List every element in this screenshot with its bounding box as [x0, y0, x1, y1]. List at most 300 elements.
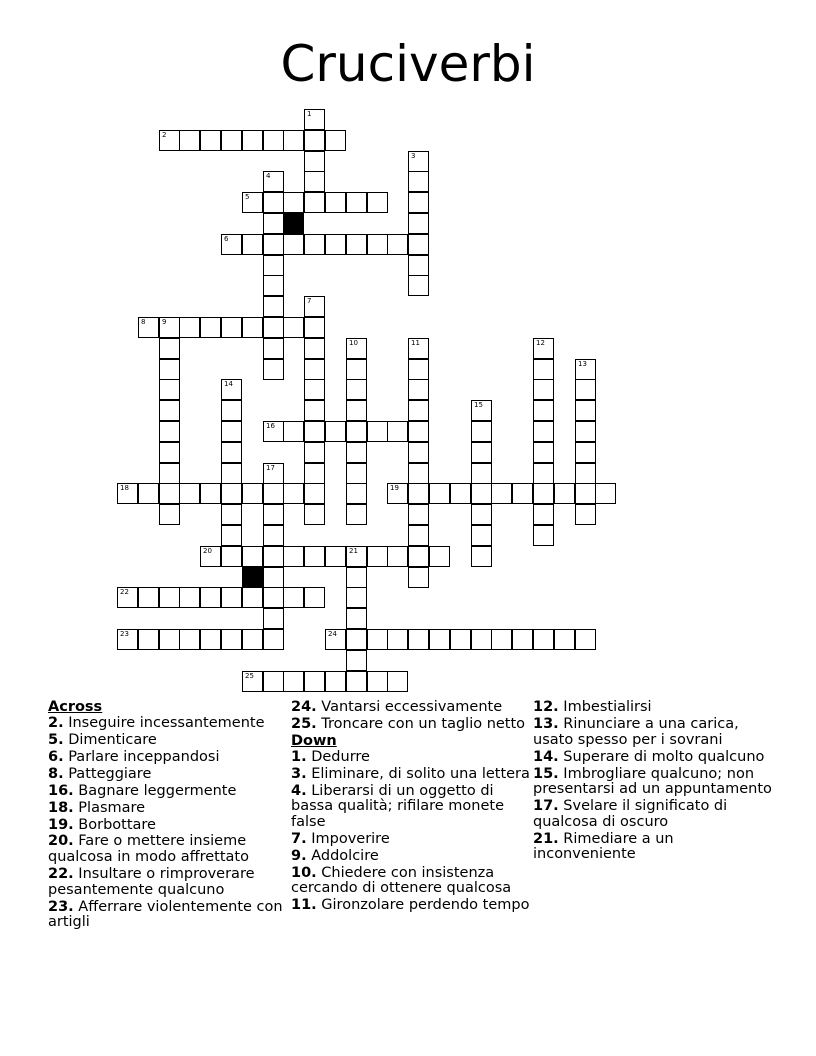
grid-cell[interactable]: [408, 234, 429, 255]
clue-item-number: 10.: [291, 864, 317, 881]
clue-item-number: 3.: [291, 765, 307, 782]
grid-cell[interactable]: [179, 629, 200, 650]
across-heading: Across: [48, 699, 103, 715]
grid-cell[interactable]: [263, 296, 284, 317]
clue-item-number: 17.: [533, 798, 559, 815]
grid-cell[interactable]: [533, 359, 554, 380]
grid-cell[interactable]: [346, 650, 367, 671]
grid-cell[interactable]: [159, 442, 180, 463]
clue-number: 3: [411, 152, 416, 160]
clue-item-number: 15.: [533, 765, 559, 782]
grid-cell[interactable]: [429, 483, 450, 504]
grid-cell[interactable]: [346, 400, 367, 421]
clue-number: 24: [328, 630, 337, 638]
grid-cell[interactable]: [304, 109, 325, 130]
grid-cell[interactable]: [346, 608, 367, 629]
grid-cell[interactable]: [304, 317, 325, 338]
grid-cell[interactable]: [450, 629, 471, 650]
grid-cell[interactable]: [346, 421, 367, 442]
grid-cell[interactable]: [242, 317, 263, 338]
clue-item-number: 24.: [291, 699, 317, 715]
grid-cell[interactable]: [575, 400, 596, 421]
grid-cell[interactable]: [221, 629, 242, 650]
clue-item: [48, 867, 288, 898]
grid-cell[interactable]: [200, 629, 221, 650]
grid-cell[interactable]: [304, 234, 325, 255]
grid-cell[interactable]: [429, 629, 450, 650]
grid-cell[interactable]: [159, 130, 180, 151]
clue-number: 10: [349, 339, 358, 347]
grid-cell[interactable]: [263, 171, 284, 192]
grid-cell[interactable]: [346, 359, 367, 380]
grid-cell[interactable]: [533, 629, 554, 650]
clue-item-number: 11.: [291, 897, 317, 914]
grid-cell[interactable]: [346, 567, 367, 588]
clue-item-number: 23.: [48, 898, 74, 915]
grid-cell[interactable]: [367, 421, 388, 442]
grid-cell[interactable]: [471, 421, 492, 442]
grid-cell[interactable]: [263, 192, 284, 213]
grid-cell[interactable]: [533, 421, 554, 442]
clue-item: [291, 700, 531, 716]
grid-cell[interactable]: [408, 546, 429, 567]
grid-cell[interactable]: [138, 587, 159, 608]
grid-cell[interactable]: [304, 130, 325, 151]
clue-item-number: 4.: [291, 782, 307, 799]
grid-cell[interactable]: [346, 671, 367, 692]
clue-item-text: Parlare inceppandosi: [63, 748, 220, 765]
grid-cell[interactable]: [283, 317, 304, 338]
grid-cell[interactable]: [242, 587, 263, 608]
clue-item-number: 21.: [533, 830, 559, 847]
grid-cell[interactable]: [117, 483, 138, 504]
clue-number: 25: [245, 672, 254, 680]
clue-item-text: Rinunciare a una carica, usato spesso per i sovrani: [533, 715, 739, 748]
grid-cell[interactable]: [263, 671, 284, 692]
grid-cell[interactable]: [471, 504, 492, 525]
grid-cell[interactable]: [304, 504, 325, 525]
grid-cell[interactable]: [221, 504, 242, 525]
grid-cell[interactable]: [471, 483, 492, 504]
grid-cell[interactable]: [408, 525, 429, 546]
clue-item-text: Fare o mettere insieme qualcosa in modo affrettato: [48, 833, 249, 866]
grid-cell[interactable]: [346, 234, 367, 255]
clue-number: 20: [203, 547, 212, 555]
grid-cell[interactable]: [408, 213, 429, 234]
grid-cell[interactable]: [242, 192, 263, 213]
grid-cell[interactable]: [408, 567, 429, 588]
grid-cell[interactable]: [283, 587, 304, 608]
grid-cell[interactable]: [221, 130, 242, 151]
grid-cell[interactable]: [346, 587, 367, 608]
grid-cell[interactable]: [471, 546, 492, 567]
grid-cell[interactable]: [367, 234, 388, 255]
grid-cell[interactable]: [304, 338, 325, 359]
grid-cell[interactable]: [179, 587, 200, 608]
grid-cell[interactable]: [408, 421, 429, 442]
clue-item-text: Svelare il significato di qualcosa di oscuro: [533, 798, 728, 830]
grid-cell[interactable]: [367, 671, 388, 692]
clue-item-text: Imbrogliare qualcuno; non presentarsi ad un appuntamento: [533, 765, 772, 798]
clue-item-text: Plasmare: [73, 799, 146, 816]
grid-cell[interactable]: [159, 317, 180, 338]
grid-cell[interactable]: [263, 275, 284, 296]
grid-cell[interactable]: [575, 359, 596, 380]
clue-item-number: 8.: [48, 765, 64, 782]
grid-cell[interactable]: [595, 483, 616, 504]
grid-cell[interactable]: [471, 525, 492, 546]
clue-item: [291, 832, 531, 848]
clue-item: [48, 750, 288, 766]
clue-item-number: 22.: [48, 866, 74, 883]
grid-cell[interactable]: [159, 421, 180, 442]
grid-cell[interactable]: [283, 671, 304, 692]
grid-cell[interactable]: [159, 463, 180, 484]
grid-cell[interactable]: [242, 234, 263, 255]
clue-item: [291, 898, 531, 914]
grid-cell[interactable]: [221, 546, 242, 567]
grid-cell[interactable]: [263, 255, 284, 276]
grid-cell[interactable]: [408, 171, 429, 192]
grid-cell[interactable]: [263, 483, 284, 504]
grid-cell[interactable]: [408, 255, 429, 276]
grid-cell[interactable]: [408, 629, 429, 650]
grid-cell[interactable]: [575, 483, 596, 504]
grid-cell[interactable]: [408, 338, 429, 359]
grid-cell[interactable]: [325, 671, 346, 692]
grid-cell[interactable]: [408, 379, 429, 400]
grid-cell[interactable]: [138, 317, 159, 338]
grid-cell[interactable]: [471, 400, 492, 421]
clue-item-text: Rimediare a un inconveniente: [533, 830, 674, 863]
grid-cell[interactable]: [200, 130, 221, 151]
clue-number: 19: [390, 484, 399, 492]
grid-cell[interactable]: [221, 442, 242, 463]
grid-cell[interactable]: [221, 463, 242, 484]
grid-cell[interactable]: [263, 213, 284, 234]
grid-cell[interactable]: [387, 671, 408, 692]
clue-item-text: Imbestialirsi: [558, 699, 652, 715]
clue-item-text: Troncare con un taglio netto: [316, 715, 526, 732]
grid-cell[interactable]: [159, 338, 180, 359]
clue-item-text: Superare di molto qualcuno: [558, 748, 765, 765]
clue-number: 6: [224, 235, 229, 243]
grid-cell[interactable]: [304, 546, 325, 567]
grid-cell[interactable]: [179, 130, 200, 151]
grid-cell[interactable]: [263, 587, 284, 608]
grid-cell[interactable]: [304, 442, 325, 463]
clue-item-text: Gironzolare perdendo tempo: [316, 897, 530, 914]
grid-cell[interactable]: [263, 338, 284, 359]
grid-cell[interactable]: [367, 546, 388, 567]
black-cell: [242, 567, 263, 588]
clue-item-text: Impoverire: [306, 830, 390, 847]
grid-cell[interactable]: [575, 629, 596, 650]
grid-cell[interactable]: [117, 587, 138, 608]
grid-cell[interactable]: [304, 192, 325, 213]
clues-column-3: [533, 700, 773, 864]
grid-cell[interactable]: [179, 483, 200, 504]
clue-item-text: Patteggiare: [63, 765, 152, 782]
grid-cell[interactable]: [346, 546, 367, 567]
clue-number: 22: [120, 588, 129, 596]
grid-cell[interactable]: [367, 192, 388, 213]
grid-cell[interactable]: [575, 379, 596, 400]
grid-cell[interactable]: [304, 463, 325, 484]
grid-cell[interactable]: [138, 629, 159, 650]
grid-cell[interactable]: [346, 192, 367, 213]
grid-cell[interactable]: [325, 629, 346, 650]
grid-cell[interactable]: [263, 317, 284, 338]
clue-item-number: 14.: [533, 748, 559, 765]
grid-cell[interactable]: [533, 525, 554, 546]
grid-cell[interactable]: [263, 525, 284, 546]
clue-number: 5: [245, 193, 250, 201]
clue-number: 9: [162, 318, 167, 326]
clue-number: 21: [349, 547, 358, 555]
clue-item: [291, 750, 531, 766]
grid-cell[interactable]: [387, 421, 408, 442]
clue-item-text: Dedurre: [306, 748, 370, 765]
grid-cell[interactable]: [491, 629, 512, 650]
clue-item-text: Insultare o rimproverare pesantemente qualcuno: [48, 866, 255, 898]
grid-cell[interactable]: [221, 400, 242, 421]
clue-number: 17: [266, 464, 275, 472]
clue-item: [533, 700, 773, 716]
grid-cell[interactable]: [138, 483, 159, 504]
grid-cell[interactable]: [283, 192, 304, 213]
grid-cell[interactable]: [554, 483, 575, 504]
grid-cell[interactable]: [221, 379, 242, 400]
clue-item: [533, 832, 773, 863]
grid-cell[interactable]: [533, 400, 554, 421]
grid-cell[interactable]: [346, 629, 367, 650]
grid-cell[interactable]: [304, 379, 325, 400]
clue-number: 16: [266, 422, 275, 430]
grid-cell[interactable]: [408, 504, 429, 525]
grid-cell[interactable]: [304, 296, 325, 317]
grid-cell[interactable]: [263, 421, 284, 442]
clue-item-text: Liberarsi di un oggetto di bassa qualità; rifilare monete false: [291, 782, 505, 830]
grid-cell[interactable]: [263, 504, 284, 525]
grid-cell[interactable]: [263, 359, 284, 380]
grid-cell[interactable]: [263, 567, 284, 588]
clue-item: [48, 716, 288, 732]
down-clue-list: [291, 750, 531, 914]
grid-cell[interactable]: [408, 400, 429, 421]
grid-cell[interactable]: [304, 151, 325, 172]
grid-cell[interactable]: [408, 483, 429, 504]
grid-cell[interactable]: [263, 130, 284, 151]
clue-item: [291, 866, 531, 897]
grid-cell[interactable]: [200, 483, 221, 504]
grid-cell[interactable]: [117, 629, 138, 650]
grid-cell[interactable]: [408, 463, 429, 484]
grid-cell[interactable]: [450, 483, 471, 504]
clue-item-number: 19.: [48, 816, 74, 833]
clue-item: [48, 767, 288, 783]
grid-cell[interactable]: [325, 130, 346, 151]
grid-cell[interactable]: [408, 151, 429, 172]
grid-cell[interactable]: [263, 234, 284, 255]
page-title: Cruciverbi: [280, 35, 536, 93]
clue-item-number: 18.: [48, 799, 74, 816]
grid-cell[interactable]: [408, 442, 429, 463]
grid-cell[interactable]: [263, 608, 284, 629]
grid-cell[interactable]: [346, 338, 367, 359]
grid-cell[interactable]: [346, 463, 367, 484]
clue-number: 2: [162, 131, 167, 139]
grid-cell[interactable]: [346, 483, 367, 504]
grid-cell[interactable]: [283, 546, 304, 567]
grid-cell[interactable]: [221, 421, 242, 442]
clue-item-number: 7.: [291, 830, 307, 847]
grid-cell[interactable]: [533, 379, 554, 400]
grid-cell[interactable]: [325, 192, 346, 213]
clue-item: [533, 750, 773, 766]
clue-item-text: Vantarsi eccessivamente: [316, 699, 503, 715]
clues-column-1: [48, 700, 288, 932]
grid-cell[interactable]: [283, 130, 304, 151]
grid-cell[interactable]: [304, 421, 325, 442]
grid-cell[interactable]: [221, 483, 242, 504]
grid-cell[interactable]: [200, 587, 221, 608]
clue-item-text: Inseguire incessantemente: [63, 714, 265, 731]
grid-cell[interactable]: [242, 671, 263, 692]
grid-cell[interactable]: [387, 483, 408, 504]
grid-cell[interactable]: [304, 587, 325, 608]
grid-cell[interactable]: [304, 400, 325, 421]
grid-cell[interactable]: [242, 483, 263, 504]
grid-cell[interactable]: [325, 234, 346, 255]
clue-item: [48, 900, 288, 931]
clue-item: [48, 733, 288, 749]
clue-item: [533, 767, 773, 798]
grid-cell[interactable]: [200, 546, 221, 567]
grid-cell[interactable]: [263, 629, 284, 650]
grid-cell[interactable]: [304, 483, 325, 504]
grid-cell[interactable]: [221, 525, 242, 546]
clue-item-number: 9.: [291, 847, 307, 864]
grid-cell[interactable]: [283, 234, 304, 255]
grid-cell[interactable]: [471, 442, 492, 463]
clue-item-text: Afferrare violentemente con artigli: [48, 898, 283, 931]
grid-cell[interactable]: [242, 546, 263, 567]
grid-cell[interactable]: [533, 338, 554, 359]
down-heading: Down: [291, 732, 337, 749]
clue-item-text: Bagnare leggermente: [73, 782, 237, 799]
grid-cell[interactable]: [242, 629, 263, 650]
across-clue-list: [48, 716, 288, 931]
clue-number: 7: [307, 297, 312, 305]
grid-cell[interactable]: [387, 234, 408, 255]
grid-cell[interactable]: [263, 463, 284, 484]
grid-cell[interactable]: [554, 629, 575, 650]
grid-cell[interactable]: [491, 483, 512, 504]
grid-cell[interactable]: [533, 483, 554, 504]
grid-cell[interactable]: [221, 317, 242, 338]
grid-cell[interactable]: [429, 546, 450, 567]
grid-cell[interactable]: [387, 629, 408, 650]
grid-cell[interactable]: [263, 546, 284, 567]
grid-cell[interactable]: [408, 275, 429, 296]
grid-cell[interactable]: [242, 130, 263, 151]
grid-cell[interactable]: [325, 421, 346, 442]
grid-cell[interactable]: [575, 504, 596, 525]
grid-cell[interactable]: [221, 234, 242, 255]
grid-cell[interactable]: [221, 587, 242, 608]
grid-cell[interactable]: [408, 192, 429, 213]
grid-cell[interactable]: [179, 317, 200, 338]
clues-column-2: [291, 700, 531, 915]
grid-cell[interactable]: [283, 483, 304, 504]
grid-cell[interactable]: [533, 442, 554, 463]
grid-cell[interactable]: [346, 504, 367, 525]
clue-item-text: Addolcire: [306, 847, 379, 864]
clue-number: 13: [578, 360, 587, 368]
grid-cell[interactable]: [512, 629, 533, 650]
grid-cell[interactable]: [346, 379, 367, 400]
grid-cell[interactable]: [159, 587, 180, 608]
grid-cell[interactable]: [408, 359, 429, 380]
grid-cell[interactable]: [200, 317, 221, 338]
grid-cell[interactable]: [367, 629, 388, 650]
grid-cell[interactable]: [304, 671, 325, 692]
grid-cell[interactable]: [533, 504, 554, 525]
grid-cell[interactable]: [159, 359, 180, 380]
grid-cell[interactable]: [159, 483, 180, 504]
grid-cell[interactable]: [471, 629, 492, 650]
grid-cell[interactable]: [304, 359, 325, 380]
grid-cell[interactable]: [159, 400, 180, 421]
grid-cell[interactable]: [471, 463, 492, 484]
clue-item: [291, 784, 531, 831]
clue-number: 14: [224, 380, 233, 388]
down-clue-list-continued: [533, 700, 773, 863]
clue-item-text: Borbottare: [73, 816, 156, 833]
clue-item: [533, 799, 773, 830]
clue-item: [291, 717, 531, 733]
clue-item-text: Chiedere con insistenza cercando di ottenere qualcosa: [291, 864, 512, 897]
clue-number: 4: [266, 172, 271, 180]
across-clue-list-continued: [291, 700, 531, 733]
clue-number: 15: [474, 401, 483, 409]
clue-item-number: 12.: [533, 699, 559, 715]
grid-cell[interactable]: [575, 442, 596, 463]
clue-item: [48, 784, 288, 800]
clue-item-number: 16.: [48, 782, 74, 799]
grid-cell[interactable]: [346, 442, 367, 463]
clue-number: 8: [141, 318, 146, 326]
grid-cell[interactable]: [283, 421, 304, 442]
grid-cell[interactable]: [575, 463, 596, 484]
clue-item: [533, 717, 773, 748]
grid-cell[interactable]: [159, 629, 180, 650]
clue-item-number: 6.: [48, 748, 64, 765]
grid-cell[interactable]: [512, 483, 533, 504]
grid-cell[interactable]: [304, 171, 325, 192]
clue-item: [48, 834, 288, 865]
grid-cell[interactable]: [159, 379, 180, 400]
grid-cell[interactable]: [533, 463, 554, 484]
grid-cell[interactable]: [159, 504, 180, 525]
clue-item-number: 5.: [48, 731, 64, 748]
grid-cell[interactable]: [387, 546, 408, 567]
grid-cell[interactable]: [575, 421, 596, 442]
clue-item-number: 2.: [48, 714, 64, 731]
grid-cell[interactable]: [325, 546, 346, 567]
clue-item-text: Eliminare, di solito una lettera: [306, 765, 530, 782]
